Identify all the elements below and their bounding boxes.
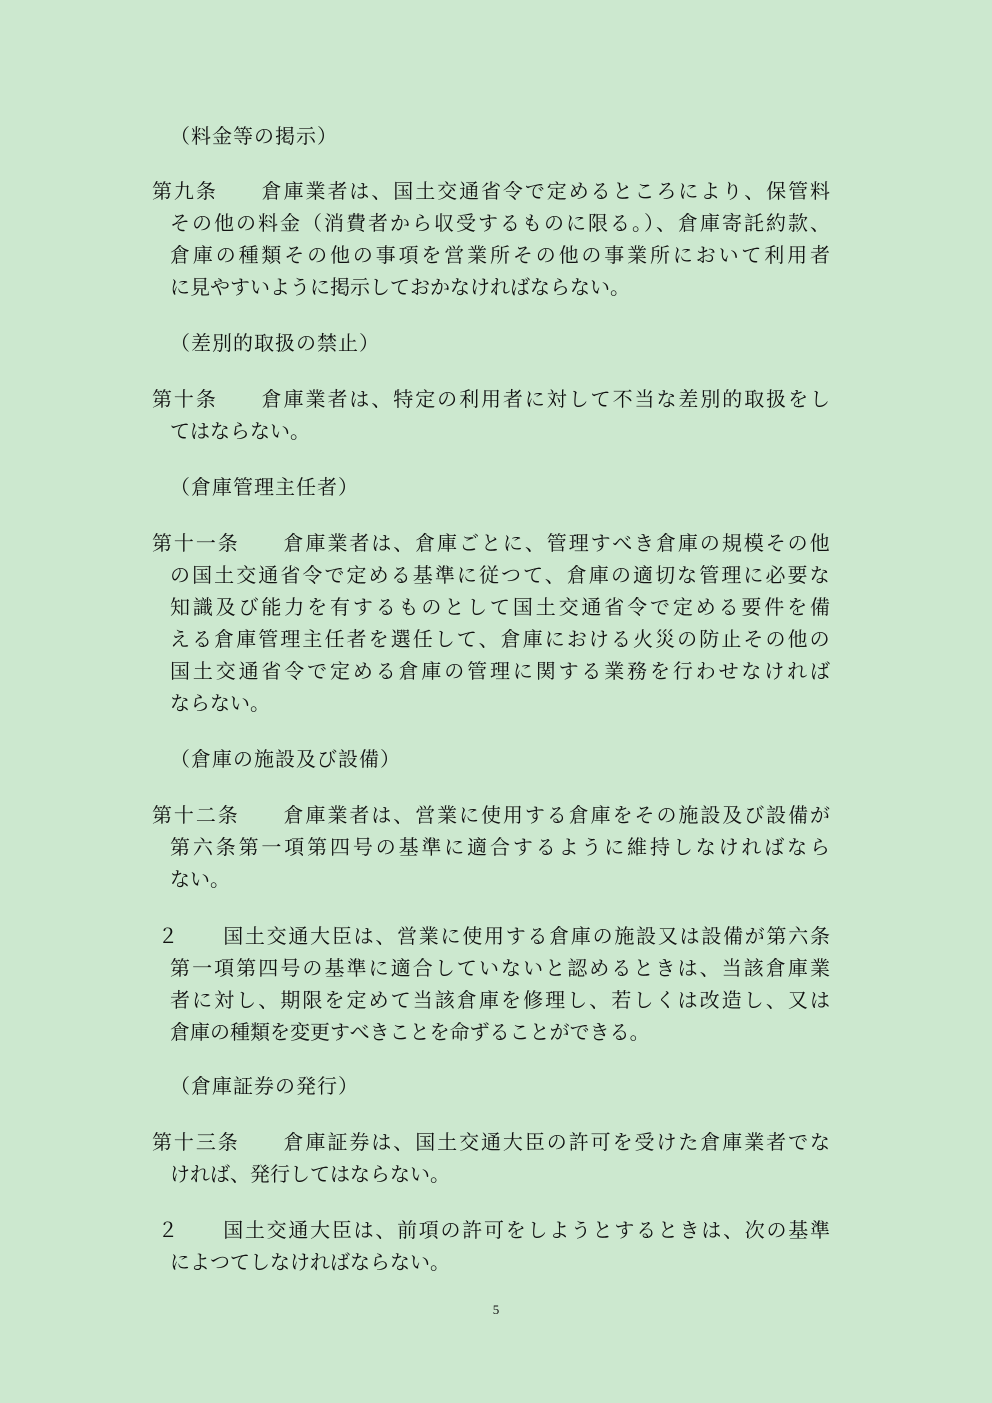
heading-discrimination: （差別的取扱の禁止）: [170, 331, 380, 355]
article-13-para-2-line-2: によつてしなければならない。: [170, 1250, 450, 1274]
heading-fee-display: （料金等の掲示）: [170, 124, 338, 148]
article-11-line-3: 知識及び能力を有するものとして国土交通省令で定める要件を備: [170, 595, 833, 619]
heading-warehouse-receipt: （倉庫証券の発行）: [170, 1074, 359, 1098]
article-9-line-3: 倉庫の種類その他の事項を営業所その他の事業所において利用者: [170, 243, 833, 267]
article-13-para-2-line-1: ２ 国土交通大臣は、前項の許可をしようとするときは、次の基準: [158, 1218, 832, 1242]
article-12-line-2: 第六条第一項第四号の基準に適合するように維持しなければなら: [170, 835, 833, 859]
article-11-line-1: 第十一条 倉庫業者は、倉庫ごとに、管理すべき倉庫の規模その他: [152, 531, 832, 555]
article-12-line-1: 第十二条 倉庫業者は、営業に使用する倉庫をその施設及び設備が: [152, 803, 832, 827]
article-11-line-4: える倉庫管理主任者を選任して、倉庫における火災の防止その他の: [170, 627, 832, 651]
page-number: 5: [492, 1302, 500, 1317]
article-10-line-1: 第十条 倉庫業者は、特定の利用者に対して不当な差別的取扱をし: [152, 387, 832, 411]
article-9-line-4: に見やすいように掲示しておかなければならない。: [170, 275, 630, 299]
article-12-para-2-line-4: 倉庫の種類を変更すべきことを命ずることができる。: [170, 1020, 650, 1044]
article-11-line-5: 国土交通省令で定める倉庫の管理に関する業務を行わせなければ: [170, 659, 833, 683]
heading-facilities: （倉庫の施設及び設備）: [170, 747, 401, 771]
article-9-line-1: 第九条 倉庫業者は、国土交通省令で定めるところにより、保管料: [152, 179, 832, 203]
article-12-line-3: ない。: [170, 867, 230, 891]
article-13-line-2: ければ、発行してはならない。: [170, 1162, 450, 1186]
heading-manager: （倉庫管理主任者）: [170, 475, 359, 499]
article-9-line-2: その他の料金（消費者から収受するものに限る。）、倉庫寄託約款、: [170, 211, 832, 235]
article-13-line-1: 第十三条 倉庫証券は、国土交通大臣の許可を受けた倉庫業者でな: [152, 1130, 832, 1154]
article-12-para-2-line-3: 者に対し、期限を定めて当該倉庫を修理し、若しくは改造し、又は: [170, 988, 833, 1012]
article-11-line-2: の国土交通省令で定める基準に従つて、倉庫の適切な管理に必要な: [170, 563, 832, 587]
article-12-para-2-line-1: ２ 国土交通大臣は、営業に使用する倉庫の施設又は設備が第六条: [158, 924, 832, 948]
article-10-line-2: てはならない。: [170, 419, 310, 443]
article-12-para-2-line-2: 第一項第四号の基準に適合していないと認めるときは、当該倉庫業: [170, 956, 833, 980]
article-11-line-6: ならない。: [170, 691, 270, 715]
